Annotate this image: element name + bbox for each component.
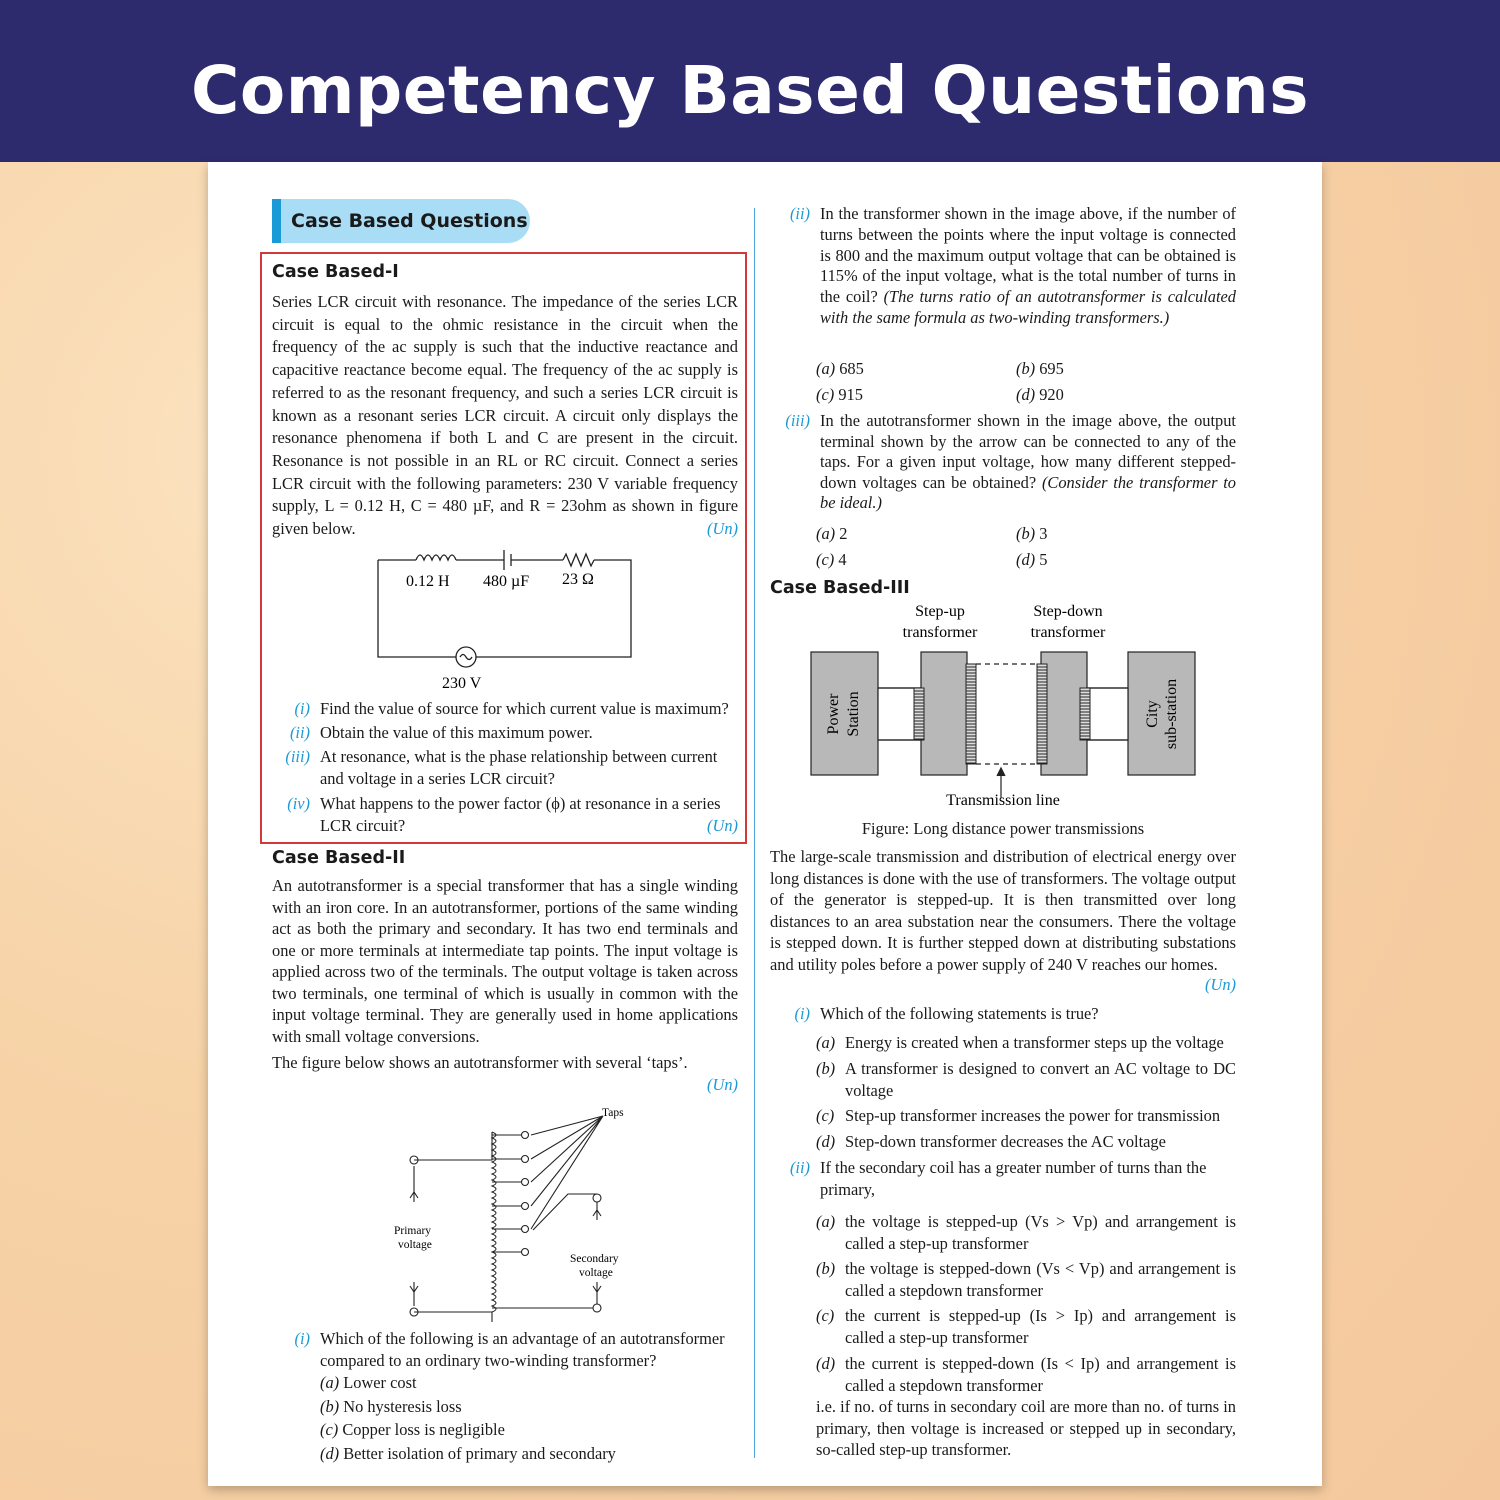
option-c: (c) Step-up transformer increases the power for transmission — [816, 1106, 1221, 1125]
stepup-label2: transformer — [902, 624, 978, 641]
figure-caption: Figure: Long distance power transmissions — [861, 819, 1145, 838]
option-a: (a) Energy is created when a transformer steps up the voltage — [816, 1033, 1224, 1052]
lcr-circuit-diagram — [368, 544, 648, 694]
case2-q3-options — [816, 523, 1236, 575]
case2-paragraph: An autotransformer is a special transformer that has a single winding with an iron core. In an autotransformer, portions of the same winding act as both the primary and secondary. It has two end terminals and one or more terminals at intermediate tap points. The input voltage is applied across two of the terminals. The output voltage is taken across two terminals, one terminal of which is usually in common with the input voltage terminal. They are generally used in home applications with small voltage conversions. — [272, 876, 738, 1046]
case1-q1-text: Find the value of source for which current value is maximum? — [320, 699, 729, 718]
case2-q2-options — [816, 358, 1236, 409]
case1-q4 — [274, 793, 738, 837]
option-b: (b) the voltage is stepped-down (Vs < Vp) and arrangement is called a stepdown transformer — [816, 1259, 1236, 1300]
stepup-label: Step-up — [915, 603, 965, 620]
stepdown-label2: transformer — [1030, 624, 1106, 641]
case3-explanation: i.e. if no. of turns in secondary coil are more than no. of turns in primary, then voltage is increased or stepped up in secondary, so-called step-up transformer. — [816, 1397, 1236, 1459]
section-label: Case Based Questions — [272, 199, 530, 243]
case1-q4-num: (iv) — [287, 794, 310, 813]
option-row-1 — [816, 358, 1236, 384]
case1-paragraph: Series LCR circuit with resonance. The impedance of the series LCR circuit is equal to the ohmic resistance in the circuit when the frequency of the ac supply is such that the inductive reactance and capacitive reactance become equal. The frequency of the ac supply is referred to as the resonant frequency, and such a series LCR circuit is known as a resonant series LCR circuit. A circuit only displays the resonance phenomena if both L and C are present in the circuit. Resonance is not possible in an RL or RC circuit. Connect a series LCR circuit with the following parameters: 230 V variable frequency supply, L = 0.12 H, C = 480 µF, and R = 23ohm as shown in figure given below. — [272, 292, 738, 539]
option-b: (b) No hysteresis loss — [320, 1396, 462, 1416]
option-a: (a) 685 — [816, 359, 864, 378]
autotransformer-diagram — [388, 1102, 648, 1322]
case2-q1-text: Which of the following is an advantage of an autotransformer compared to an ordinary two-winding transformer? — [320, 1329, 725, 1370]
page — [208, 162, 1322, 1486]
option-row-1 — [816, 523, 1236, 549]
power-station-label2: Station — [845, 691, 862, 737]
case3-paragraph: The large-scale transmission and distribution of electrical energy over long distances is done with the use of transformers. The voltage output of the generator is stepped-up. It is then transmitted over long distances to an area substation near the consumers. There the voltage is stepped down. It is further stepped down at distributing substations and utility poles before a power supply of 240 V reaches our homes. — [770, 847, 1236, 974]
case1-q2-text: Obtain the value of this maximum power. — [320, 723, 593, 742]
autotransformer-secondary-label: Secondary — [570, 1253, 619, 1265]
case2-q1-options — [320, 1372, 740, 1466]
autotransformer-primary-label2: voltage — [398, 1239, 432, 1251]
option-b: (b) 3 — [1016, 524, 1048, 543]
option-a: (a) 2 — [816, 524, 848, 543]
case3-q2 — [774, 1157, 1236, 1201]
option-a: (a) Lower cost — [320, 1373, 417, 1392]
option-b: (b) A transformer is designed to convert an AC voltage to DC voltage — [816, 1059, 1236, 1100]
autotransformer-primary-label: Primary — [394, 1225, 432, 1237]
case1-tag: (Un) — [707, 519, 738, 538]
case2-q2-text: In the transformer shown in the image above, if the number of turns between the points where the input voltage is connected is 800 and the maximum output voltage that can be obtained is 115% of the input voltage, what is the total number of turns in the coil? (The turns ratio of an autotransformer is calculated with the same formula as two-winding transformers.) — [820, 204, 1236, 327]
autotransformer-secondary-label2: voltage — [579, 1267, 613, 1279]
case2-q1-num: (i) — [294, 1329, 310, 1348]
lcr-inductor-label: 0.12 H — [406, 573, 450, 590]
option-b: (b) 695 — [1016, 359, 1064, 378]
option-c: (c) 915 — [816, 384, 863, 404]
case1-q3 — [274, 746, 738, 790]
banner — [0, 0, 1500, 162]
transmission-diagram — [808, 598, 1208, 808]
lcr-resistor-label: 23 Ω — [562, 571, 594, 588]
case3-q1-num: (i) — [794, 1004, 810, 1023]
option-d: (d) 920 — [1016, 384, 1064, 404]
case3-q1-text: Which of the following statements is true? — [820, 1004, 1099, 1023]
case3-q2-num: (ii) — [789, 1158, 810, 1177]
case2-tag: (Un) — [707, 1075, 738, 1094]
power-station-label: Power — [825, 693, 842, 735]
case1-q2-num: (ii) — [289, 723, 310, 742]
case1-q3-text: At resonance, what is the phase relationship between current and voltage in a series LCR circuit? — [320, 747, 718, 788]
column-divider — [754, 208, 755, 1458]
stepdown-label: Step-down — [1033, 603, 1103, 620]
option-d: (d) Step-down transformer decreases the AC voltage — [816, 1132, 1166, 1151]
case2-title: Case Based-II — [272, 848, 406, 868]
case1-q1 — [274, 698, 738, 720]
option-c: (c) the current is stepped-up (Is > Ip) and arrangement is called a step-up transformer — [816, 1306, 1236, 1347]
banner-title: Competency Based Questions — [190, 52, 1310, 129]
case2-q1 — [274, 1328, 738, 1372]
case1-tag2: (Un) — [707, 816, 738, 835]
case1-q2 — [274, 722, 738, 744]
case2-q2-num: (ii) — [789, 204, 810, 223]
case2-q3 — [774, 411, 1236, 521]
option-d: (d) Better isolation of primary and secondary — [320, 1443, 616, 1463]
case3-tag: (Un) — [1205, 975, 1236, 994]
case3-q1 — [774, 1003, 1236, 1025]
option-row-2 — [816, 384, 1236, 410]
lcr-source-label: 230 V — [442, 675, 482, 692]
transmission-line-label: Transmission line — [946, 792, 1060, 808]
case1-q4-text: What happens to the power factor (ϕ) at resonance in a series LCR circuit? — [320, 794, 721, 835]
case3-q2-text: If the secondary coil has a greater number of turns than the primary, — [820, 1158, 1207, 1199]
option-c: (c) 4 — [816, 550, 847, 569]
option-d: (d) the current is stepped-down (Is < Ip) and arrangement is called a stepdown transformer — [816, 1354, 1236, 1395]
lcr-capacitor-label: 480 µF — [483, 573, 530, 590]
option-d: (d) 5 — [1016, 550, 1048, 569]
autotransformer-taps-label: Taps — [602, 1107, 624, 1119]
option-a: (a) the voltage is stepped-up (Vs > Vp) and arrangement is called a step-up transformer — [816, 1212, 1236, 1253]
option-c: (c) Copper loss is negligible — [320, 1420, 505, 1439]
case1-q3-num: (iii) — [285, 747, 310, 766]
case2-q3-num: (iii) — [785, 411, 810, 430]
option-row-2 — [816, 549, 1236, 575]
city-label: City — [1144, 700, 1161, 728]
case3-title: Case Based-III — [770, 578, 910, 598]
case1-q1-num: (i) — [294, 699, 310, 718]
city-substation-box — [1128, 652, 1195, 775]
city-label2: sub-station — [1163, 678, 1180, 750]
case3-q1-options — [816, 1032, 1236, 1157]
case1-title: Case Based-I — [272, 262, 399, 282]
case2-q2 — [774, 204, 1236, 344]
case3-q2-options — [816, 1211, 1236, 1400]
case2-q3-text: In the autotransformer shown in the image above, the output terminal shown by the arrow can be connected to any of the taps. For a given input voltage, how many different stepped-down voltages can be obtained? (Consider the transformer to be ideal.) — [820, 411, 1236, 513]
case2-paragraph2: The figure below shows an autotransformer with several ‘taps’. — [272, 1053, 688, 1072]
